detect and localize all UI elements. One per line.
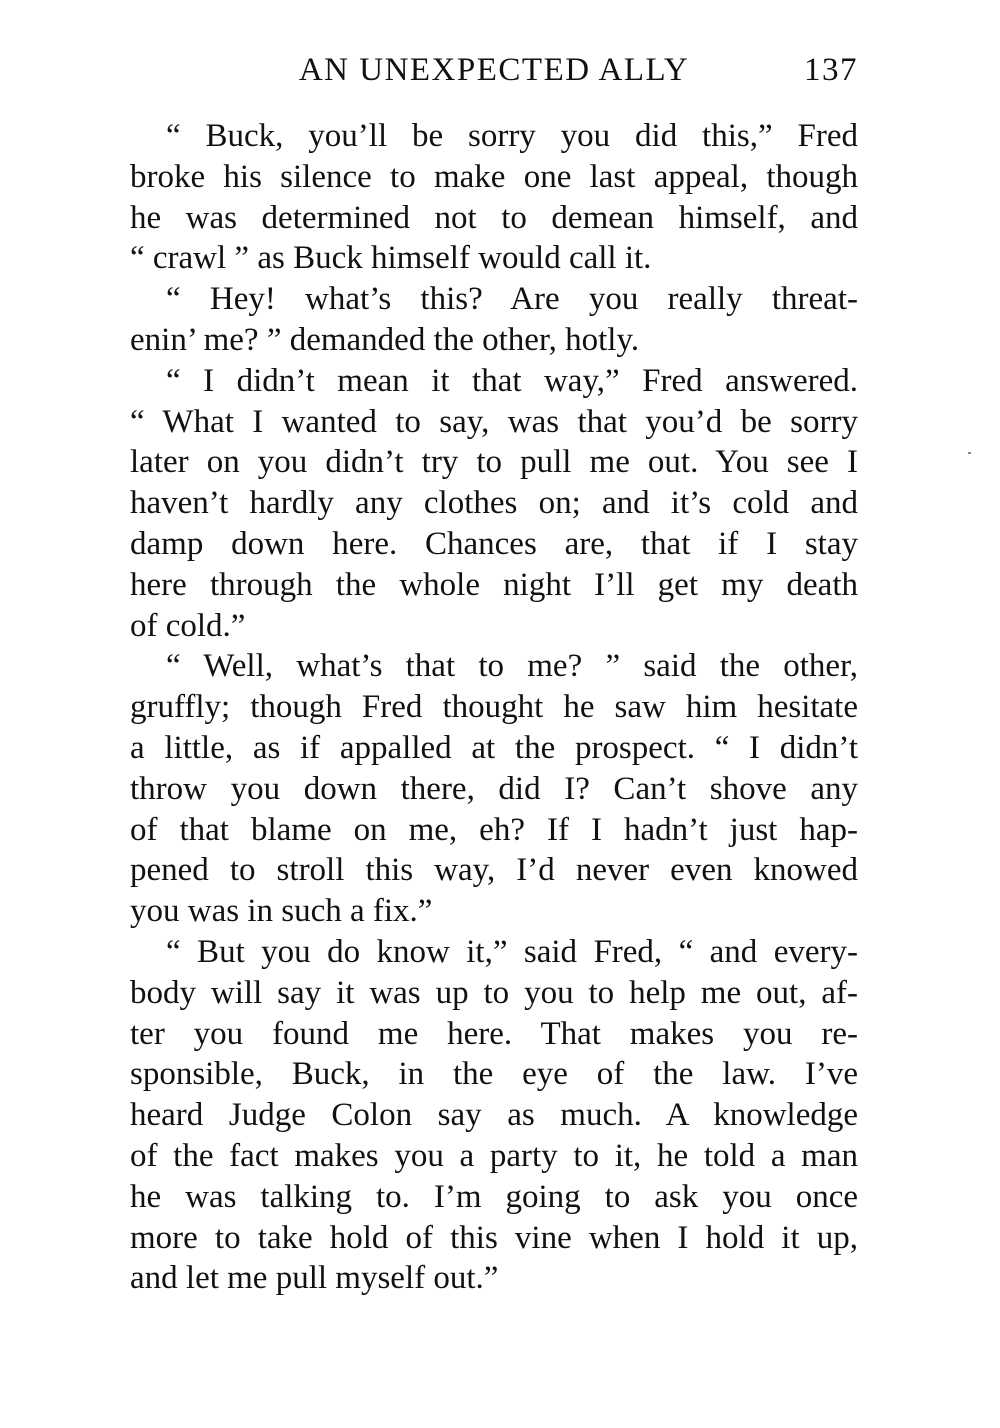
text-line: enin’ me? ” demanded the other, hotly. xyxy=(130,321,640,358)
text-line: he was determined not to demean himself, and xyxy=(130,199,858,236)
text-line: gruffly; though Fred thought he saw him hesitate xyxy=(130,689,858,726)
text-line: “ crawl ” as Buck himself would call it. xyxy=(130,240,652,277)
text-line: broke his silence to make one last appeal, though xyxy=(130,158,858,195)
text-line: and let me pull myself out.” xyxy=(130,1260,499,1297)
text-line: “ But you do know it,” said Fred, “ and every- xyxy=(166,933,858,970)
running-head xyxy=(130,52,858,98)
paragraph-hey-whats-this xyxy=(130,279,858,361)
text-line: “ Well, what’s that to me? ” said the other, xyxy=(166,648,858,685)
text-line: a little, as if appalled at the prospect. “ I didn’t xyxy=(130,729,858,766)
text-line: body will say it was up to you to help me out, af- xyxy=(130,974,858,1011)
paragraph-didnt-mean-it xyxy=(130,361,858,647)
text-line: “ What I wanted to say, was that you’d be sorry xyxy=(130,403,858,440)
text-line: of that blame on me, eh? If I hadn’t just hap- xyxy=(130,811,858,848)
paragraph-buck-sorry xyxy=(130,116,858,279)
body-text xyxy=(130,116,858,1299)
paragraph-but-you-do-know-it xyxy=(130,932,858,1299)
text-line: of cold.” xyxy=(130,607,246,644)
page-number: 137 xyxy=(804,52,858,88)
text-line: more to take hold of this vine when I hold it up, xyxy=(130,1219,858,1256)
text-line: here through the whole night I’ll get my death xyxy=(130,566,858,603)
text-line: of the fact makes you a party to it, he told a man xyxy=(130,1137,858,1174)
text-line: pened to stroll this way, I’d never even knowed xyxy=(130,852,858,889)
text-line: “ Hey! what’s this? Are you really threat- xyxy=(166,281,858,318)
paragraph-whats-that-to-me xyxy=(130,646,858,932)
scan-speck xyxy=(968,452,971,454)
text-line: sponsible, Buck, in the eye of the law. I’ve xyxy=(130,1056,858,1093)
text-line: “ I didn’t mean it that way,” Fred answered. xyxy=(166,362,858,399)
text-line: you was in such a fix.” xyxy=(130,893,433,930)
text-line: throw you down there, did I? Can’t shove any xyxy=(130,770,858,807)
text-line: haven’t hardly any clothes on; and it’s cold and xyxy=(130,485,858,522)
text-line: later on you didn’t try to pull me out. You see I xyxy=(130,444,858,481)
text-line: heard Judge Colon say as much. A knowledge xyxy=(130,1097,858,1134)
text-line: he was talking to. I’m going to ask you once xyxy=(130,1178,858,1215)
text-line: “ Buck, you’ll be sorry you did this,” Fred xyxy=(166,118,858,154)
running-title: AN UNEXPECTED ALLY xyxy=(298,52,690,88)
text-line: damp down here. Chances are, that if I stay xyxy=(130,525,858,562)
text-line: ter you found me here. That makes you re- xyxy=(130,1015,858,1052)
